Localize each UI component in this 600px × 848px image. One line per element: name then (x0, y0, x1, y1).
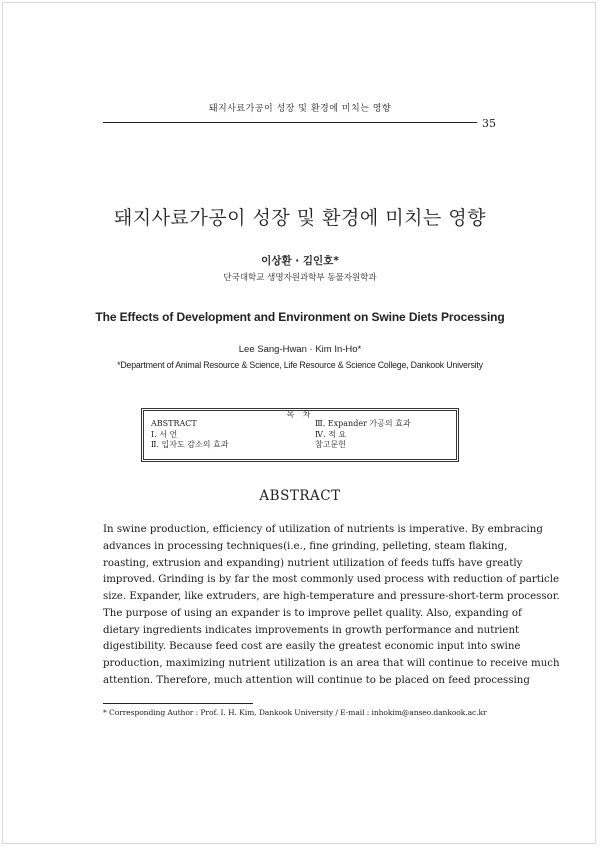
abstract-line: attention. Therefore, much attention will continue to be placed on feed processing (103, 674, 530, 686)
toc-left-column (151, 419, 228, 451)
toc-right-column (315, 419, 411, 451)
toc-item: Ⅳ. 적 요 (315, 429, 347, 439)
abstract-line: digestibility. Because feed cost are easily the greatest economic input into swine (103, 641, 521, 653)
korean-authors: 이상환 · 김인호* (261, 255, 339, 267)
abstract-line: roasting, extrusion and expanding) nutrient utilization of feeds tuffs have greatly (103, 557, 523, 569)
toc-item: ABSTRACT (151, 419, 197, 428)
abstract-line: The purpose of using an expander is to improve pellet quality. Also, expanding of (103, 607, 522, 619)
abstract-line: In swine production, efficiency of utilization of nutrients is imperative. By embracing (103, 524, 543, 535)
abstract-line: dietary ingredients indicates improvements in growth performance and nutrient (103, 624, 520, 636)
english-title: The Effects of Development and Environment on Swine Diets Processing (95, 310, 505, 324)
toc-item: 참고문헌 (315, 440, 346, 449)
abstract-line: advances in processing techniques(i.e., fine grinding, pelleting, steam flaking, (103, 540, 508, 552)
toc-heading-label: 목 차 (283, 410, 318, 419)
running-head: 돼지사료가공이 성장 및 환경에 미치는 영향 (208, 104, 392, 114)
header-rule (103, 122, 477, 123)
toc-item: Ⅰ. 서 언 (151, 429, 178, 439)
abstract-line: production, maximizing nutrient utilization is an area that will continue to receive much (103, 658, 560, 669)
abstract-body (103, 522, 560, 690)
table-of-contents (141, 408, 459, 462)
korean-affiliation: 단국대학교 생명자원과학부 동물자원학과 (223, 273, 377, 283)
toc-item: Ⅱ. 입자도 감소의 효과 (151, 440, 229, 449)
toc-item: Ⅲ. Expander 가공의 효과 (315, 419, 411, 428)
footnote-rule (103, 703, 253, 704)
abstract-line: size. Expander, like extruders, are high-temperature and pressure-short-term processor. (103, 591, 560, 602)
corresponding-author-footnote: * Corresponding Author : Prof. I. H. Kim, Dankook University / E-mail : inhokim@anseo.dankook.ac.kr (103, 708, 487, 717)
abstract-line: improved. Grinding is by far the most commonly used process with reduction of particle (103, 574, 560, 586)
abstract-heading: ABSTRACT (259, 488, 341, 504)
english-affiliation: *Department of Animal Resource & Science, Life Resource & Science College, Dankook University (117, 360, 483, 370)
english-authors: Lee Sang-Hwan · Kim In-Ho* (238, 344, 362, 355)
korean-title: 돼지사료가공이 성장 및 환경에 미치는 영향 (113, 207, 487, 229)
page-number: 35 (482, 117, 496, 130)
